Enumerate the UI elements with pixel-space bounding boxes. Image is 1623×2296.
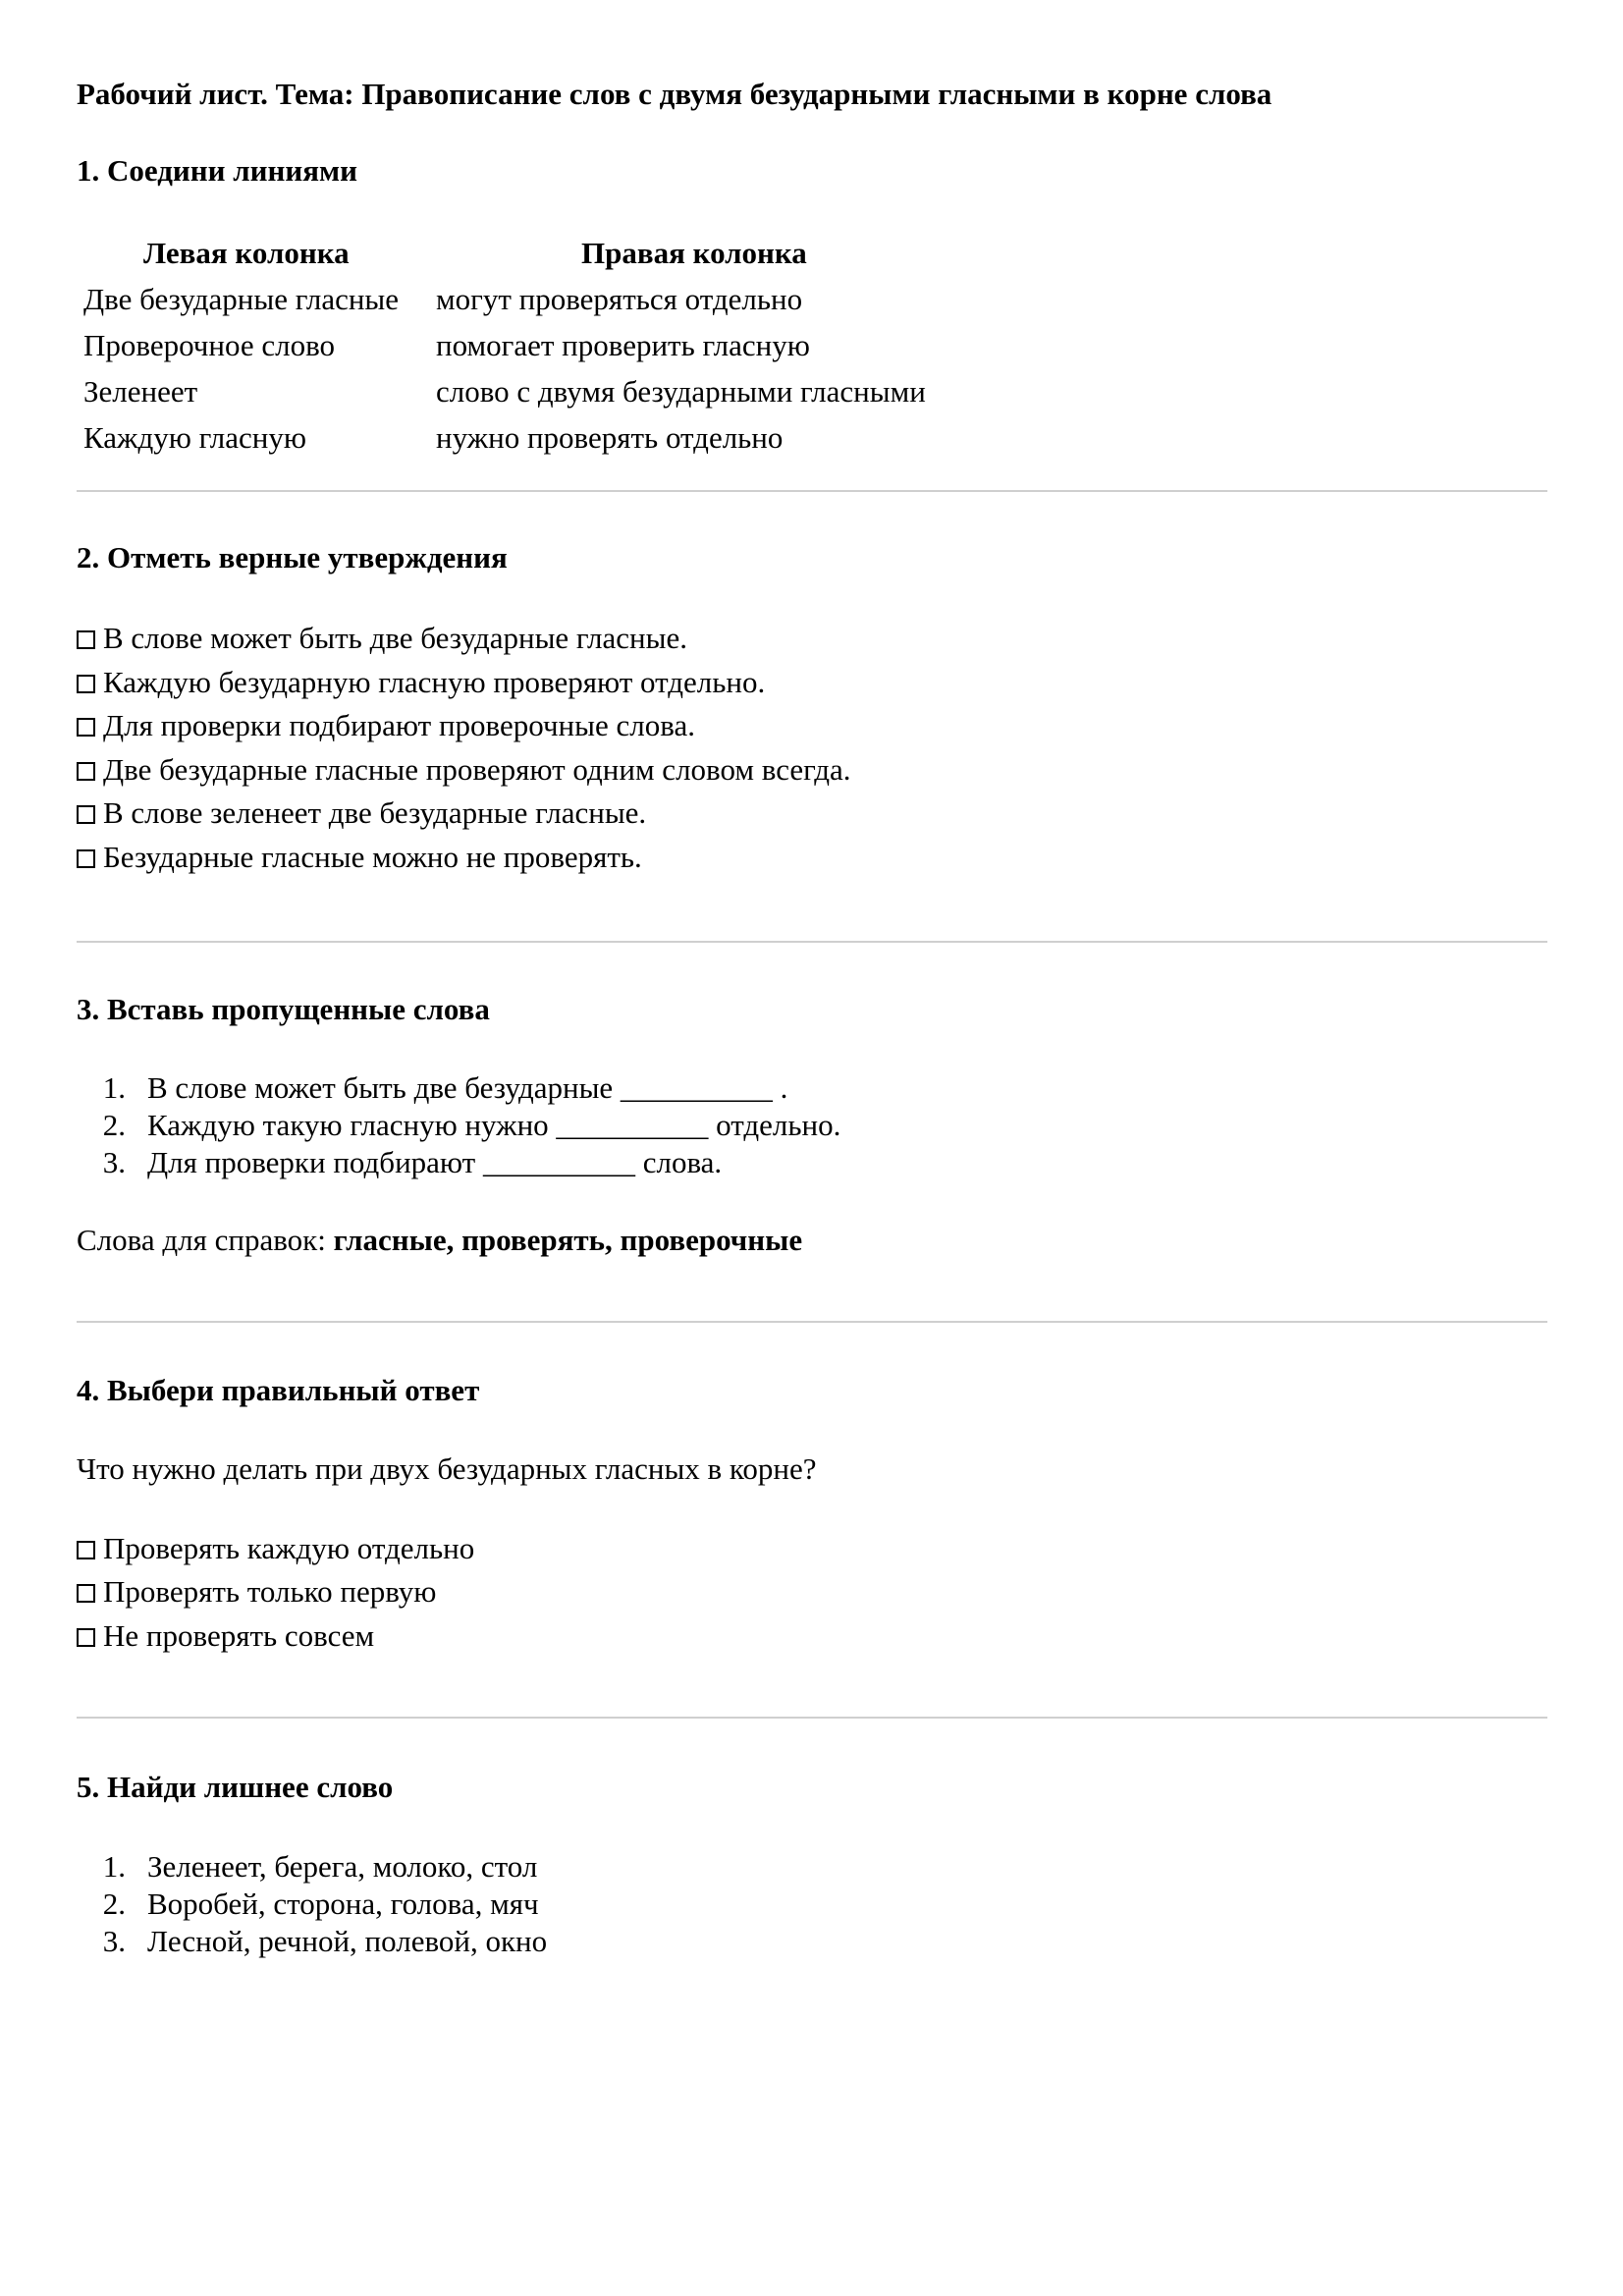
- odd-word-item: 1. Зеленеет, берега, молоко, стол: [102, 1849, 538, 1884]
- section-2-heading: 2. Отметь верные утверждения: [77, 540, 508, 574]
- checkbox-item[interactable]: [77, 665, 765, 700]
- checkbox-icon[interactable]: [77, 762, 95, 781]
- checkbox-icon[interactable]: [77, 1584, 95, 1603]
- checkbox-label: В слове может быть две безударные гласные.: [103, 621, 687, 655]
- match-left-item: Две безударные гласные: [83, 282, 400, 316]
- checkbox-icon[interactable]: [77, 1541, 95, 1559]
- fill-blank-item: 2. Каждую такую гласную нужно __________ отдельно.: [102, 1108, 841, 1142]
- odd-word-item: 3. Лесной, речной, полевой, окно: [102, 1924, 548, 1958]
- fill-blank-item: 1. В слове может быть две безударные __________ .: [102, 1070, 788, 1105]
- section-1-heading: 1. Соедини линиями: [77, 153, 357, 188]
- question-text: Что нужно делать при двух безударных гласных в корне?: [77, 1451, 817, 1486]
- section-3-heading: 3. Вставь пропущенные слова: [77, 992, 490, 1026]
- checkbox-item[interactable]: [77, 840, 642, 875]
- divider: [77, 1321, 1547, 1323]
- odd-word-item: 2. Воробей, сторона, голова, мяч: [102, 1886, 539, 1921]
- left-column-header: Левая колонка: [143, 236, 350, 270]
- match-left-item: Проверочное слово: [83, 328, 336, 362]
- checkbox-icon[interactable]: [77, 805, 95, 824]
- checkbox-item[interactable]: [77, 752, 851, 788]
- checkbox-icon[interactable]: [77, 1628, 95, 1647]
- match-right-item: нужно проверять отдельно: [436, 420, 784, 455]
- section-5-heading: 5. Найди лишнее слово: [77, 1770, 394, 1804]
- answer-option[interactable]: Проверять каждую отдельно: [77, 1531, 474, 1566]
- checkbox-icon[interactable]: [77, 718, 95, 737]
- match-left-item: Каждую гласную: [83, 420, 307, 455]
- checkbox-item[interactable]: [77, 795, 646, 831]
- checkbox-icon[interactable]: [77, 849, 95, 868]
- checkbox-item[interactable]: [77, 708, 695, 743]
- checkbox-item[interactable]: [77, 621, 687, 656]
- checkbox-icon[interactable]: [77, 675, 95, 693]
- fill-blank-item: 3. Для проверки подбирают __________ слова.: [102, 1145, 723, 1179]
- divider: [77, 490, 1547, 492]
- match-left-item: Зеленеет: [83, 374, 198, 409]
- checkbox-label: Каждую безударную гласную проверяют отдельно.: [103, 665, 766, 699]
- hint-words: Слова для справок: гласные, проверять, проверочные: [77, 1223, 803, 1257]
- section-4-heading: 4. Выбери правильный ответ: [77, 1373, 480, 1407]
- checkbox-label: Две безударные гласные проверяют одним словом всегда.: [103, 752, 851, 787]
- checkbox-label: Для проверки подбирают проверочные слова.: [103, 708, 695, 742]
- checkbox-icon[interactable]: [77, 630, 95, 649]
- match-right-item: слово с двумя безударными гласными: [436, 374, 926, 409]
- answer-option[interactable]: Не проверять совсем: [77, 1618, 374, 1654]
- divider: [77, 941, 1547, 943]
- checkbox-label: В слове зеленеет две безударные гласные.: [103, 795, 647, 830]
- match-right-item: помогает проверить гласную: [436, 328, 810, 362]
- checkbox-label: Безударные гласные можно не проверять.: [103, 840, 642, 874]
- answer-option[interactable]: Проверять только первую: [77, 1574, 436, 1610]
- divider: [77, 1717, 1547, 1719]
- page-title: Рабочий лист. Тема: Правописание слов с двумя безударными гласными в корне слова: [77, 77, 1272, 111]
- right-column-header: Правая колонка: [581, 236, 807, 270]
- match-right-item: могут проверяться отдельно: [436, 282, 803, 316]
